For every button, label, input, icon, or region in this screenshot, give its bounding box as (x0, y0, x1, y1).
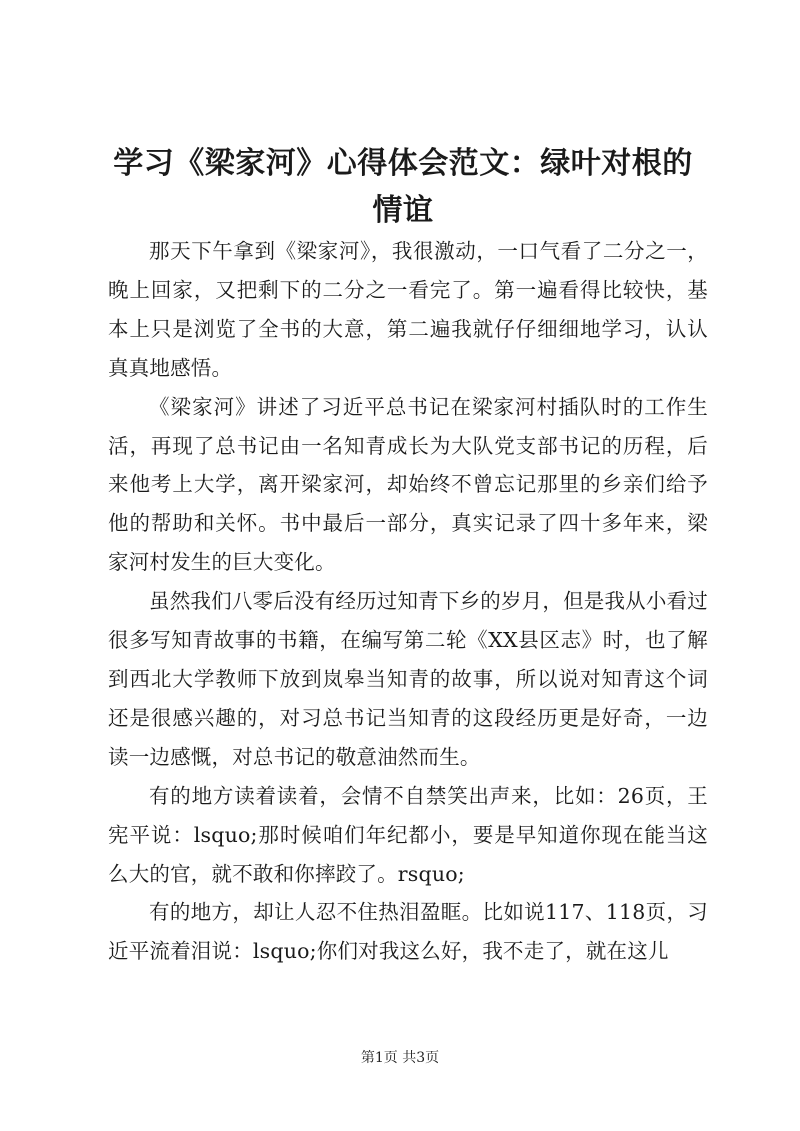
document-body (108, 232, 708, 971)
paragraph-1: 那天下午拿到《梁家河》，我很激动，一口气看了二分之一，晚上回家，又把剩下的二分之一看完了。第一遍看得比较快，基本上只是浏览了全书的大意，第二遍我就仔仔细细地学习，认认真真地感悟。 (108, 239, 708, 380)
paragraph-3: 虽然我们八零后没有经历过知青下乡的岁月，但是我从小看过很多写知青故事的书籍，在编写第二轮《XX县区志》时，也了解到西北大学教师下放到岚皋当知青的故事，所以说对知青这个词还是很感兴趣的，对习总书记当知青的这段经历更是好奇，一边读一边感慨，对总书记的敬意油然而生。 (108, 589, 708, 769)
page-number-footer: 第1页 共3页 (360, 1050, 440, 1066)
paragraph-4: 有的地方读着读着，会情不自禁笑出声来，比如：26页，王宪平说：lsquo;那时候咱们年纪都小，要是早知道你现在能当这么大的官，就不敢和你摔跤了。rsquo; (108, 783, 708, 886)
document-title: 学习《梁家河》心得体会范文：绿叶对根的情谊 (113, 146, 693, 228)
paragraph-5: 有的地方，却让人忍不住热泪盈眶。比如说117、118页，习近平流着泪说：lsquo;你们对我这么好，我不走了，就在这儿 (108, 900, 708, 964)
paragraph-2: 《梁家河》讲述了习近平总书记在梁家河村插队时的工作生活，再现了总书记由一名知青成长为大队党支部书记的历程，后来他考上大学，离开梁家河，却始终不曾忘记那里的乡亲们给予他的帮助和关怀。书中最后一部分，真实记录了四十多年来，梁家河村发生的巨大变化。 (108, 394, 708, 575)
